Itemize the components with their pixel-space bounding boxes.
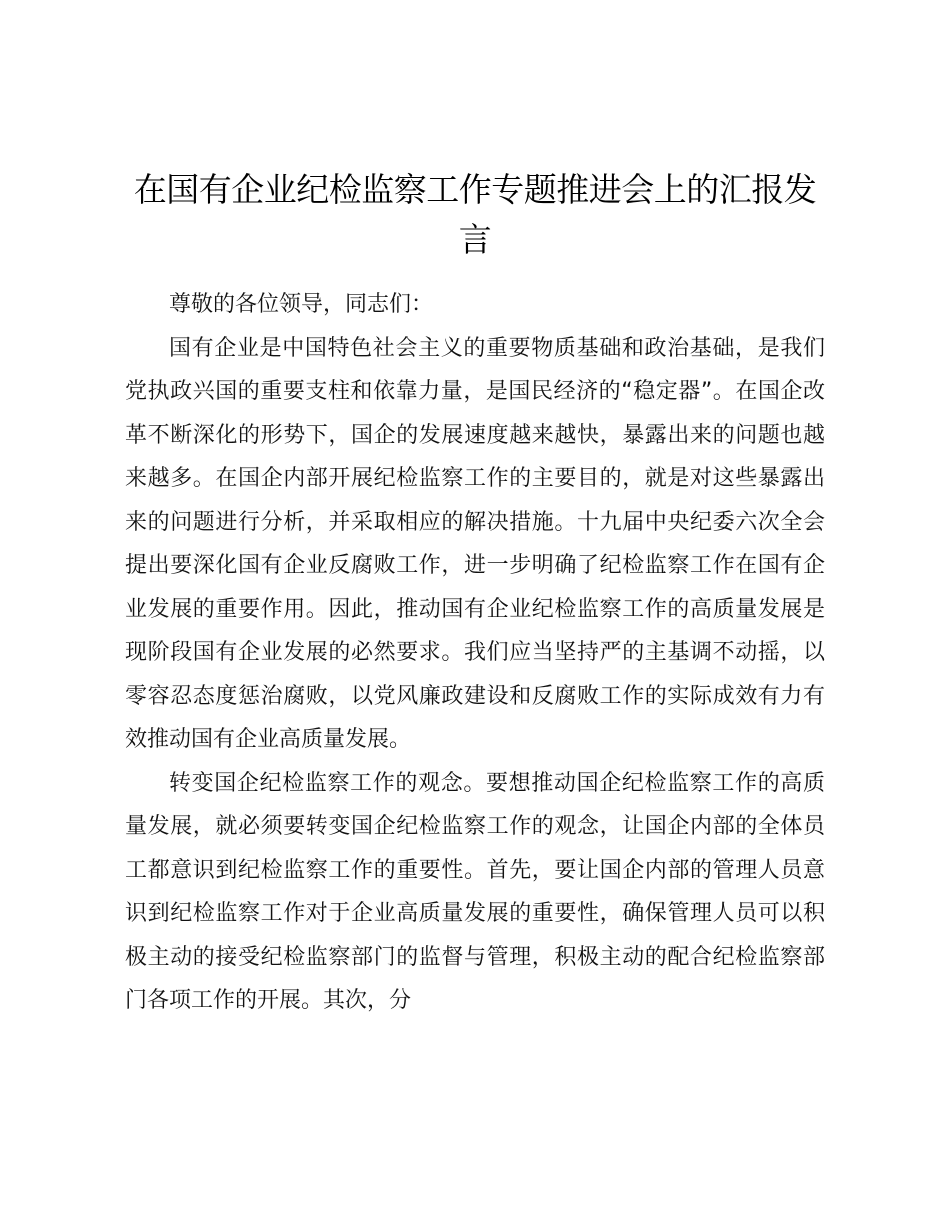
document-body	[125, 283, 825, 1023]
paragraph-intro: 国有企业是中国特色社会主义的重要物质基础和政治基础，是我们党执政兴国的重要支柱和依靠力量，是国民经济的“稳定器”。在国企改革不断深化的形势下，国企的发展速度越来越快，暴露出来的问题也越来越多。在国企内部开展纪检监察工作的主要目的，就是对这些暴露出来的问题进行分析，并采取相应的解决措施。十九届中央纪委六次全会提出要深化国有企业反腐败工作，进一步明确了纪检监察工作在国有企业发展的重要作用。因此，推动国有企业纪检监察工作的高质量发展是现阶段国有企业发展的必然要求。我们应当坚持严的主基调不动摇，以零容忍态度惩治腐败，以党风廉政建设和反腐败工作的实际成效有力有效推动国有企业高质量发展。	[125, 335, 825, 752]
salutation: 尊敬的各位领导，同志们：	[169, 292, 434, 317]
paragraph-concept: 转变国企纪检监察工作的观念。要想推动国企纪检监察工作的高质量发展，就必须要转变国企纪检监察工作的观念，让国企内部的全体员工都意识到纪检监察工作的重要性。首先，要让国企内部的管理人员意识到纪检监察工作对于企业高质量发展的重要性，确保管理人员可以积极主动的接受纪检监察部门的监督与管理，积极主动的配合纪检监察部门各项工作的开展。其次，分	[125, 770, 825, 1013]
document-title: 在国有企业纪检监察工作专题推进会上的汇报发言	[133, 170, 817, 259]
